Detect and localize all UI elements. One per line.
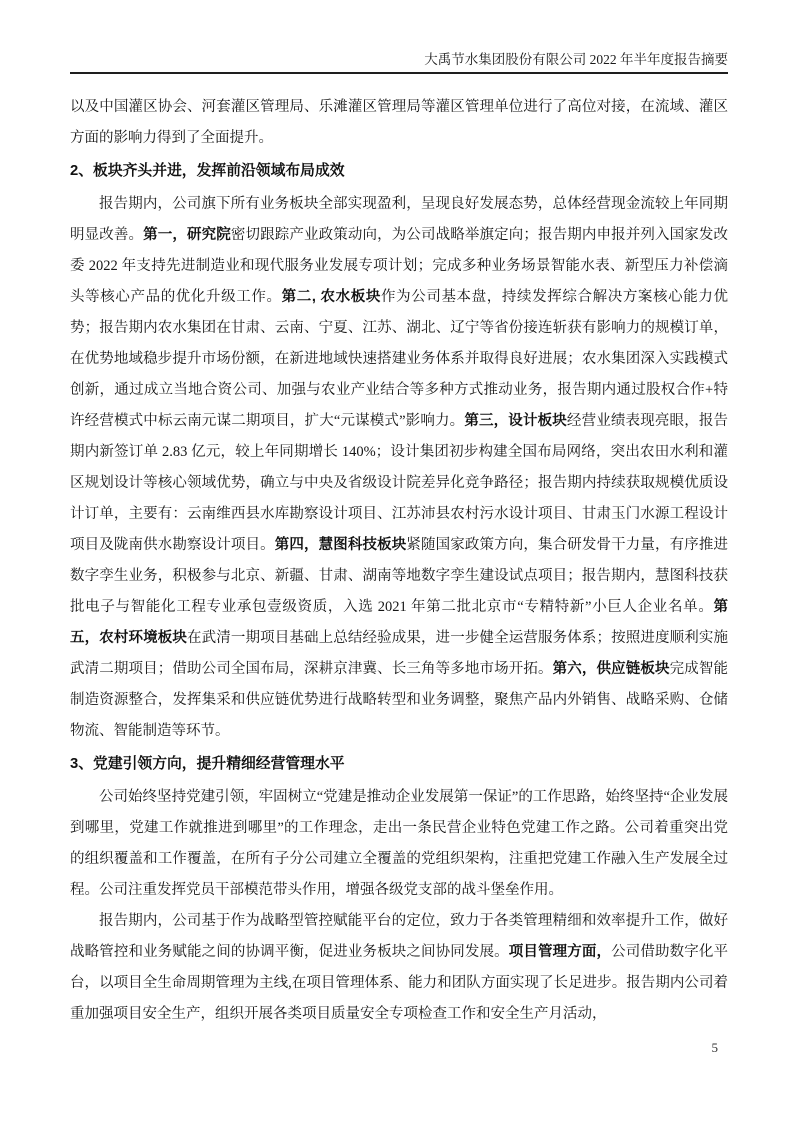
section2-paragraph (70, 189, 728, 747)
intro-paragraph: 以及中国灌区协会、河套灌区管理局、乐滩灌区管理局等灌区管理单位进行了高位对接，在流域、灌区方面的影响力得到了全面提升。 (70, 99, 728, 146)
page-number: 5 (711, 1040, 718, 1055)
first-research-institute-label: 第一，研究院 (143, 227, 231, 243)
section3-heading: 3、党建引领方向，提升精细经营管理水平 (70, 756, 345, 772)
body-text-run: 在武清一期项目基础上总结经验成果，进一步健全运营服务体系；按照进度顺利实施武清二期项目；借助公司全国布局，深耕京津冀、长三角等多地市场开拓。 (70, 630, 728, 677)
second-agri-water-segment-label: 第二, 农水板块 (281, 289, 381, 305)
project-management-label: 项目管理方面， (508, 944, 612, 960)
sixth-supply-chain-segment-label: 第六，供应链板块 (552, 661, 670, 677)
body-text-run: 公司借助数字化平台，以项目全生命周期管理为主线,在项目管理体系、能力和团队方面实现了长足进步。报告期内公司着重加强项目安全生产，组织开展各类项目质量安全专项检查工作和安全生产月活动， (70, 944, 728, 1022)
body-text-run: 经营业绩表现亮眼，报告期内新签订单 2.83 亿元，较上年同期增长 140%；设计集团初步构建全国布局网络，突出农田水利和灌区规划设计等核心领域优势，确立与中央及省级设计院差异化竞争路径；报告期内持续获取规模优质设计订单，主要有：云南维西县水库勘察设计项目、江苏沛县农村污水设计项目、甘肃玉门水源工程设计项目及陇南供水勘察设计项目。 (70, 413, 729, 553)
body-text-run: 作为公司基本盘，持续发挥综合解决方案核心能力优势；报告期内农水集团在甘肃、云南、宁夏、江苏、湖北、辽宁等省份接连斩获有影响力的规模订单，在优势地域稳步提升市场份额，在新进地域快速搭建业务体系并取得良好进展；农水集团深入实践模式创新，通过成立当地合资公司、加强与农业产业结合等多种方式推动业务，报告期内通过股权合作+特许经营模式中标云南元谋二期项目，扩大“元谋模式”影响力。 (70, 289, 729, 429)
section3-paragraph-management (70, 906, 728, 1030)
fifth-rural-environment-segment-label: 第五，农村环境板块 (70, 599, 728, 646)
body-text-run: 报告期内，公司基于作为战略型管控赋能平台的定位，致力于各类管理精细和效率提升工作，做好战略管控和业务赋能之间的协调平衡，促进业务板块之间协同发展。 (70, 913, 728, 960)
header-title: 大禹节水集团股份有限公司 2022 年半年度报告摘要 (424, 52, 728, 67)
header-rule (70, 72, 728, 74)
body-text-run: 报告期内，公司旗下所有业务板块全部实现盈利，呈现良好发展态势，总体经营现金流较上年同期明显改善。 (70, 196, 728, 243)
body-text-run: 完成智能制造资源整合，发挥集采和供应链优势进行战略转型和业务调整，聚焦产品内外销售、战略采购、仓储物流、智能制造等环节。 (70, 661, 728, 739)
section2-heading: 2、板块齐头并进，发挥前沿领域布局成效 (70, 163, 345, 179)
body-text-run: 密切跟踪产业政策动向，为公司战略举旗定向；报告期内申报并列入国家发改委 2022 年支持先进制造业和现代服务业发展专项计划；完成多种业务场景智能水表、新型压力补偿滴头等核心产品的优化升级工作。 (70, 227, 728, 305)
report-content (70, 92, 728, 1030)
page-header (70, 0, 728, 74)
section3-paragraph-party-building: 公司始终坚持党建引领，牢固树立“党建是推动企业发展第一保证”的工作思路，始终坚持“企业发展到哪里，党建工作就推进到哪里”的工作理念，走出一条民营企业特色党建工作之路。公司着重突出党的组织覆盖和工作覆盖，在所有子分公司建立全覆盖的党组织架构，注重把党建工作融入生产发展全过程。公司注重发挥党员干部模范带头作用，增强各级党支部的战斗堡垒作用。 (70, 789, 728, 898)
third-design-segment-label: 第三，设计板块 (464, 413, 567, 429)
body-text-run: 紧随国家政策方向，集合研发骨干力量，有序推进数字孪生业务，积极参与北京、新疆、甘肃、湖南等地数字孪生建设试点项目；报告期内，慧图科技获批电子与智能化工程专业承包壹级资质，入选 2021 年第二批北京市“专精特新”小巨人企业名单。 (70, 537, 728, 615)
fourth-huitu-tech-segment-label: 第四，慧图科技板块 (274, 537, 407, 553)
page-footer (712, 1040, 719, 1056)
